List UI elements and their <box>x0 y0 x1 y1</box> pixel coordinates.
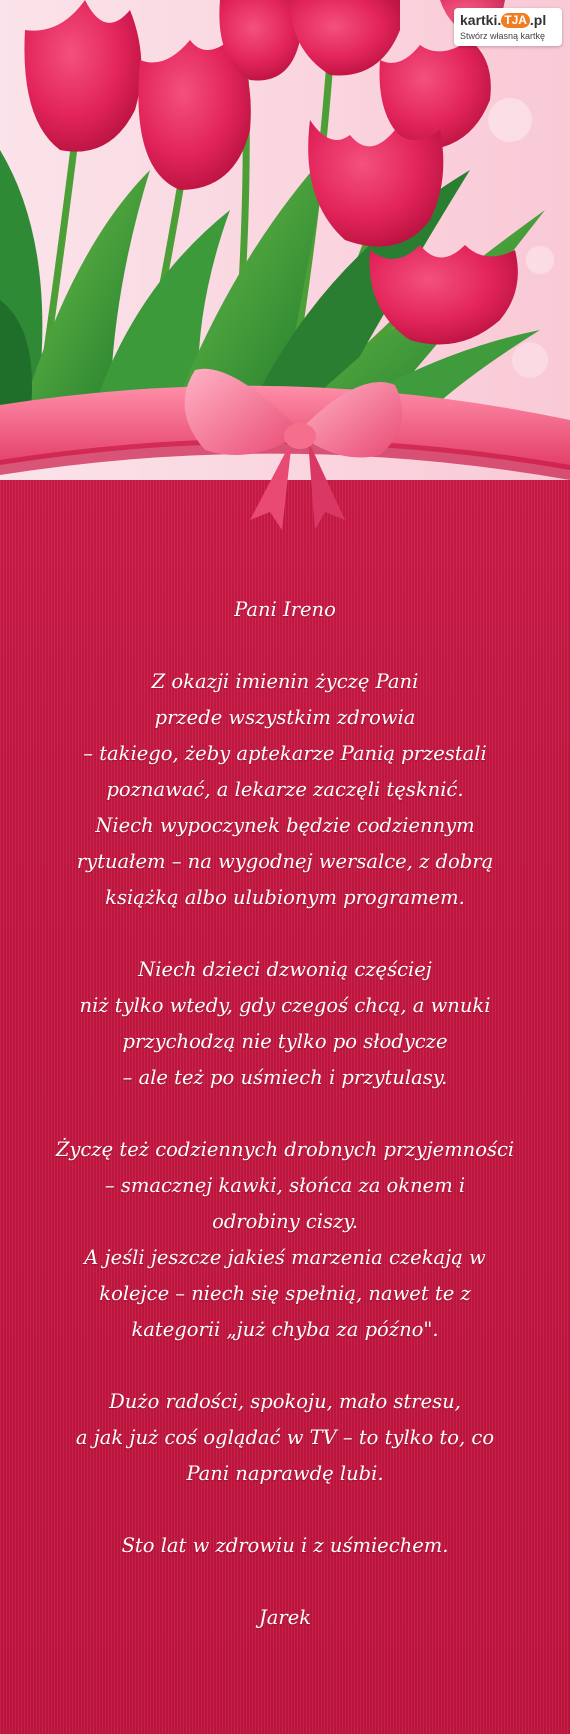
message-line: – smacznej kawki, słońca za oknem i <box>104 1174 466 1197</box>
greeting-line: Pani Ireno <box>234 598 336 621</box>
message-line: a jak już coś oglądać w TV – to tylko to, co <box>75 1426 495 1449</box>
message-line: Niech dzieci dzwonią częściej <box>138 958 432 981</box>
message-line: rytuałem – na wygodnej wersalce, z dobrą <box>76 850 494 873</box>
message-line: Niech wypoczynek będzie codziennym <box>95 814 475 837</box>
message-line: Pani naprawdę lubi. <box>186 1462 384 1485</box>
tulip-bouquet-illustration <box>0 0 570 560</box>
logo-tagline: Stwórz własną kartkę <box>460 31 546 41</box>
logo-badge: TJA <box>501 13 530 28</box>
message-line: Z okazji imienin życzę Pani <box>151 670 419 693</box>
message-line: A jeśli jeszcze jakieś marzenia czekają w <box>84 1246 486 1269</box>
logo-wordmark: kartki. TJA .pl <box>460 12 547 28</box>
closing-line: Sto lat w zdrowiu i z uśmiechem. <box>121 1534 449 1557</box>
message-line: niż tylko wtedy, gdy czegoś chcą, a wnuki <box>79 994 491 1017</box>
message-line: – ale też po uśmiech i przytulasy. <box>122 1066 448 1089</box>
message-line: Życzę też codziennych drobnych przyjemności <box>55 1138 515 1161</box>
message-line: Dużo radości, spokoju, mało stresu, <box>109 1390 461 1413</box>
message-line: odrobiny ciszy. <box>212 1210 358 1233</box>
signature: Jarek <box>258 1606 312 1629</box>
message-line: przychodzą nie tylko po słodycze <box>122 1030 448 1053</box>
kartki-tja-logo[interactable] <box>454 8 562 46</box>
message-line: kategorii „już chyba za późno". <box>131 1318 439 1341</box>
message-line: książką albo ulubionym programem. <box>105 886 465 909</box>
message-line: kolejce – niech się spełnią, nawet te z <box>99 1282 471 1305</box>
message-line: przede wszystkim zdrowia <box>154 706 416 729</box>
message-line: poznawać, a lekarze zaczęli tęsknić. <box>106 778 464 801</box>
card-message <box>20 592 550 1636</box>
message-line: – takiego, żeby aptekarze Panią przestali <box>83 742 487 765</box>
